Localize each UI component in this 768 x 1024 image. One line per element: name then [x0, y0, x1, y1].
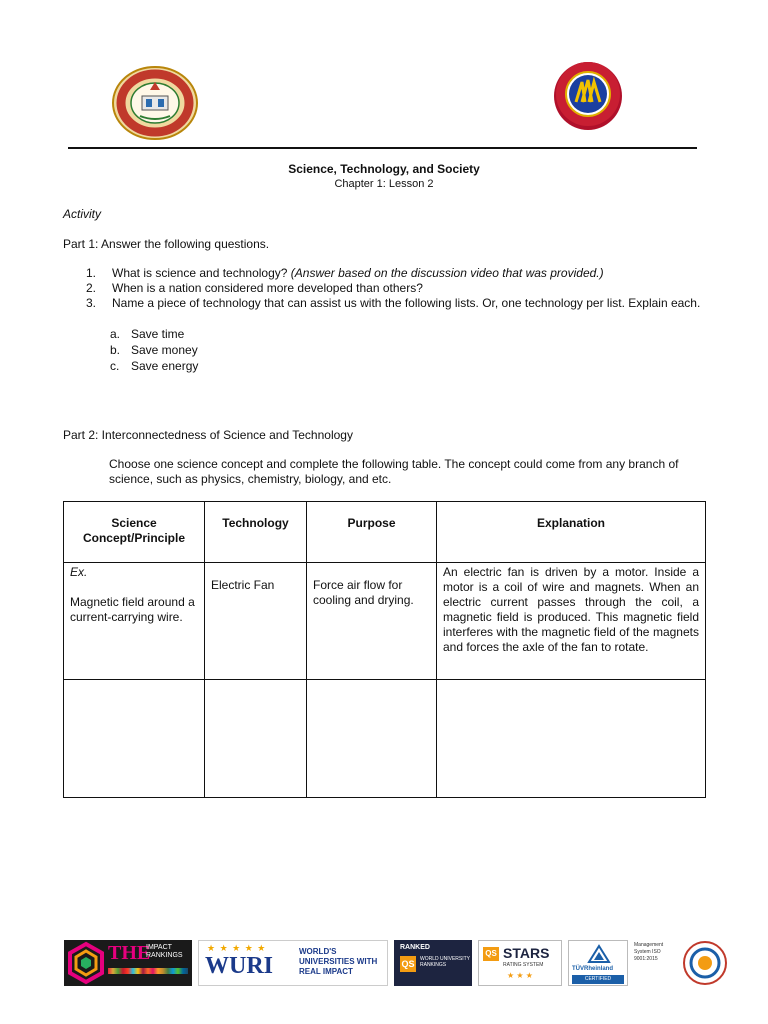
header-cell: Technology [205, 502, 307, 563]
qs-ranked-badge [394, 940, 472, 986]
hexagon-logo-icon [66, 941, 106, 985]
concept-table [63, 501, 706, 798]
table-row [64, 680, 706, 798]
question-number: 2. [86, 281, 97, 295]
tuv-triangle-icon [587, 944, 611, 964]
purpose-cell: Force air flow for cooling and drying. [307, 563, 437, 680]
sdg-color-strip [108, 968, 188, 974]
question-text: What is science and technology? (Answer based on the discussion video that was provided.) [112, 266, 604, 280]
concept-cell-empty[interactable] [64, 680, 205, 798]
tuv-certified-label: CERTIFIED [572, 975, 624, 984]
page-title: Science, Technology, and Society [288, 162, 480, 176]
stars-rating-text: RATING SYSTEM [503, 962, 544, 968]
qs-stars-badge [478, 940, 562, 986]
tuv-certified-badge [568, 940, 628, 986]
table-row [64, 563, 706, 680]
footer-badges [64, 940, 724, 990]
the-logo-text: THE [108, 942, 151, 964]
stars-text: STARS [503, 945, 550, 961]
wuri-logo-text: WURI [205, 953, 274, 979]
table-header-row [64, 502, 706, 563]
part1-heading: Part 1: Answer the following questions. [63, 237, 270, 251]
technology-cell: Electric Fan [205, 563, 307, 680]
activity-heading: Activity [63, 207, 102, 221]
header-cell: Purpose [307, 502, 437, 563]
impact-rankings-text: IMPACT RANKINGS [146, 944, 183, 959]
stars-row: ★ ★ ★ [507, 971, 533, 980]
purpose-cell-empty[interactable] [307, 680, 437, 798]
part2-instructions: Choose one science concept and complete the following table. The concept could come from any branch of science, such as physics, chemistry, biology, and etc. [109, 457, 679, 486]
qs-rankings-text: WORLD UNIVERSITY RANKINGS [420, 956, 470, 968]
question-number: 3. [86, 296, 97, 310]
university-seal-icon [112, 66, 198, 140]
explanation-cell: An electric fan is driven by a motor. Inside a motor is a coil of wire and magnets. When an electric current passes through the coil, a magnetic field is produced. This magnetic field interferes with the magnetic field of the magnets and forces the axle of the fan to rotate. [437, 563, 706, 680]
technology-cell-empty[interactable] [205, 680, 307, 798]
question-number: 1. [86, 266, 97, 280]
concept-text: Magnetic field around a current-carrying wire. [70, 595, 195, 624]
header-divider [68, 147, 697, 149]
ctu-seal-small-icon [682, 940, 728, 986]
header-cell: Science Concept/Principle [64, 502, 205, 563]
question-text: Name a piece of technology that can assist us with the following lists. Or, one technology per list. Explain each. [112, 296, 701, 310]
explanation-cell-empty[interactable] [437, 680, 706, 798]
concept-cell [64, 563, 205, 680]
qs-stars-logo-icon: QS [483, 947, 499, 961]
the-impact-rankings-badge [64, 940, 192, 986]
wuri-badge [198, 940, 388, 986]
qs-ranked-text: RANKED [400, 944, 430, 951]
part2-heading: Part 2: Interconnectedness of Science and Technology [63, 428, 353, 442]
question-text: When is a nation considered more developed than others? [112, 281, 423, 295]
question-note: (Answer based on the discussion video that was provided.) [290, 266, 604, 280]
page-subtitle: Chapter 1: Lesson 2 [334, 178, 434, 190]
iso-certification-text: Management System ISO 9001:2015 [634, 942, 664, 962]
qs-logo-icon: QS [400, 956, 416, 972]
document-page: Science, Technology, and Society Chapter 1: Lesson 2 Activity Part 1: Answer the following questions. 1. What is science and technology? (Answer based on the discussion video that was provided.) 2. When is a nation considered more developed than others? 3. Name a piece of technology that can assist us with the following lists. Or, one technology per list. Explain each. a. Save time b. Save money c. Save energy Part 2: Interconnectedness of Science and Technology Choose one science concept and complete the following table. The concept could come from any branch of science, such as physics, chemistry, biology, and etc. Science Concept/Principle Technology Purpose Explanation Ex. Magnetic field around a current-carrying wire. Electric Fan Force air flow for cooling and drying. An electric fan is driven by a motor. Inside a motor is a coil of wire and magnets. When an electric current passes through the coil, a magnetic field is produced. This magnetic field interferes with the magnetic field of the magnets and forces the axle of the fan to rotate. THE IMPACT RANKINGS ★ ★ ★ ★ ★ WURI WORLD'S UNIVERSITIES WITH REAL IMPACT RANKED QS WORLD UNIVERSITY RANKINGS QS STARS RATING SYSTEM ★ ★ ★ TÜVRheinland CERTIFIED Management System ISO 9001:2015 [0, 0, 768, 1024]
wuri-stars: ★ ★ ★ ★ ★ [207, 943, 267, 953]
tuv-text: TÜVRheinland [572, 966, 614, 972]
asean-emblem-icon [552, 58, 624, 132]
wuri-description: WORLD'S UNIVERSITIES WITH REAL IMPACT [299, 947, 378, 976]
header-cell: Explanation [437, 502, 706, 563]
example-label: Ex. [70, 565, 88, 579]
